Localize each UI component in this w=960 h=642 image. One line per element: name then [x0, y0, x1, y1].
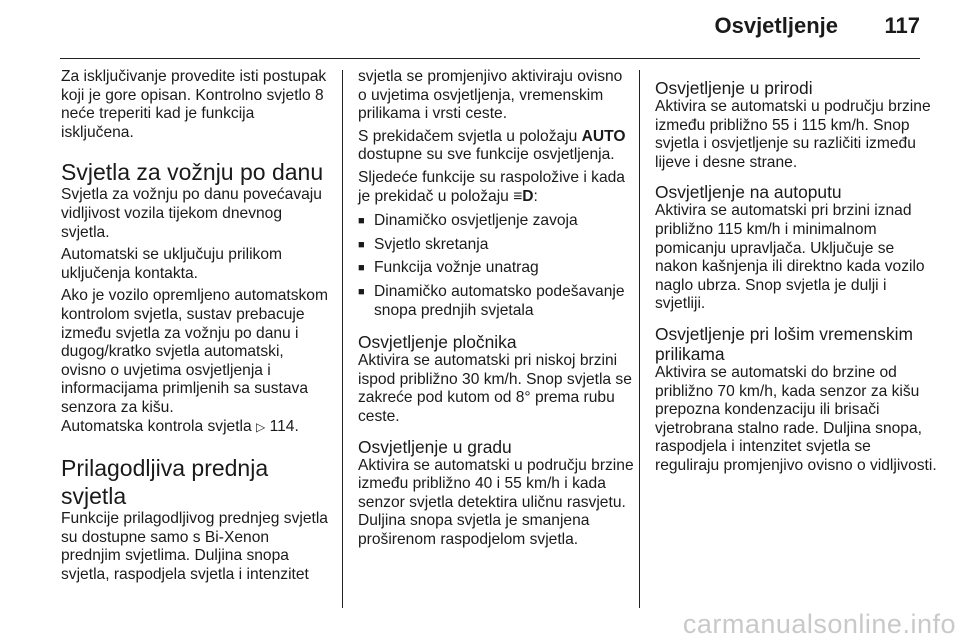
- paragraph-daytime-1: Svjetla za vožnju po danu povećavaju vidljivost vozila tijekom dnevnog svjetla.: [61, 186, 322, 241]
- page-number: 117: [884, 13, 920, 38]
- heading-country-lighting: Osvjetljenje u prirodi: [655, 78, 813, 98]
- text: S prekidačem svjetla u položaju: [358, 127, 582, 145]
- column-3: [655, 68, 937, 480]
- header-divider: [60, 58, 920, 59]
- paragraph-curb: Aktivira se automatski pri niskoj brzini ispod približno 30 km/h. Snop svjetla se zakreće pod kutom od 8° prema rubu ceste.: [358, 352, 632, 425]
- reference-page[interactable]: 114.: [269, 417, 299, 435]
- text: Za isključivanje provedite isti postupak koji je gore opisan.: [61, 68, 327, 104]
- list-item: ■ Dinamičko automatsko podešavanje snopa prednjih svjetala: [358, 283, 634, 320]
- watermark: carmanualsonline.info: [682, 609, 956, 639]
- page-header-title: Osvjetljenje: [714, 13, 838, 38]
- list-item: ■ Svjetlo skretanja: [358, 236, 634, 255]
- paragraph-daytime-2: Automatski se uključuju prilikom uključenja kontakta.: [61, 246, 282, 282]
- low-beam-icon: ≡D: [513, 187, 534, 205]
- page-ref-icon: ▷: [256, 419, 266, 434]
- heading-curb-lighting: Osvjetljenje pločnika: [358, 332, 517, 353]
- cross-reference: [61, 418, 331, 437]
- heading-adaptive-lights: Prilagodljiva prednja svjetla: [61, 455, 269, 510]
- auto-label: AUTO: [581, 127, 626, 145]
- paragraph-daytime-3: Ako je vozilo opremljeno automatskom kontrolom svjetla, sustav prebacuje između svjetla za vožnju po danu i dugog/kratko svjetla automatski, ovisno o uvjetima osvjetljenja i informacijama primljenih sa sustava senzora za kišu.: [61, 287, 328, 416]
- column-2: [358, 68, 634, 553]
- column-divider-2: [639, 70, 640, 608]
- column-divider-1: [342, 70, 343, 608]
- heading-city-lighting: Osvjetljenje u gradu: [358, 436, 512, 457]
- text: Kontrolno svjetlo: [195, 86, 315, 104]
- paragraph-bad-weather: Aktivira se automatski do brzine od približno 70 km/h, kada senzor za kišu prepozna kondenzaciju ili brisači vjetrobrana stalno rade. Duljina snopa, raspodjela i intenzitet svjetla se reguliraju promjenjivo ovisno o vidljivosti.: [655, 363, 937, 474]
- paragraph-city: Aktivira se automatski u području brzine između približno 40 i 55 km/h i kada senzor svjetla detektira uličnu rasvjetu. Duljina snopa svjetla je smanjena proširenom raspodjelom svjetla.: [358, 456, 634, 548]
- list-item: ■ Dinamičko osvjetljenje zavoja: [358, 212, 634, 231]
- paragraph-functions: [358, 169, 634, 206]
- paragraph-motorway: Aktivira se automatski pri brzini iznad približno 115 km/h i minimalnom pomicanju upravljača. Uključuje se nakon kašnjenja ili direktno kada vozilo naglo ubrza. Snop svjetla je dulji i svjetliji.: [655, 202, 925, 313]
- heading-bad-weather-lighting: Osvjetljenje pri lošim vremenskim prilikama: [655, 323, 914, 364]
- control-light-icon: 8: [315, 86, 324, 104]
- paragraph-auto: [358, 128, 634, 165]
- text: dostupne su sve funkcije osvjetljenja.: [358, 146, 615, 164]
- function-list: [358, 212, 634, 320]
- paragraph-adaptive-2: svjetla se promjenjivo aktiviraju ovisno o uvjetima osvjetljenja, vremenskim prilikama i vrsti ceste.: [358, 68, 623, 123]
- heading-motorway-lighting: Osvjetljenje na autoputu: [655, 182, 842, 203]
- list-item: ■ Funkcija vožnje unatrag: [358, 259, 634, 278]
- reference-text: Automatska kontrola svjetla: [61, 417, 257, 435]
- paragraph-adaptive-1: Funkcije prilagodljivog prednjeg svjetla su dostupne samo s Bi-Xenon prednjim svjetlima. Duljina snopa svjetla, raspodjela svjetla i intenzitet: [61, 510, 328, 583]
- text: :: [533, 187, 538, 205]
- paragraph-turn-off: [61, 68, 331, 142]
- text: neće treperiti kad je funkcija isključena.: [61, 105, 255, 141]
- heading-daytime-lights: Svjetla za vožnju po danu: [61, 159, 324, 186]
- text: Sljedeće funkcije su raspoložive i kada je prekidač u položaju: [358, 168, 625, 205]
- paragraph-country: Aktivira se automatski u području brzine između približno 55 i 115 km/h. Snop svjetla i osvjetljenje su različiti između lijeve i desne strane.: [655, 98, 931, 171]
- column-1: [61, 68, 331, 588]
